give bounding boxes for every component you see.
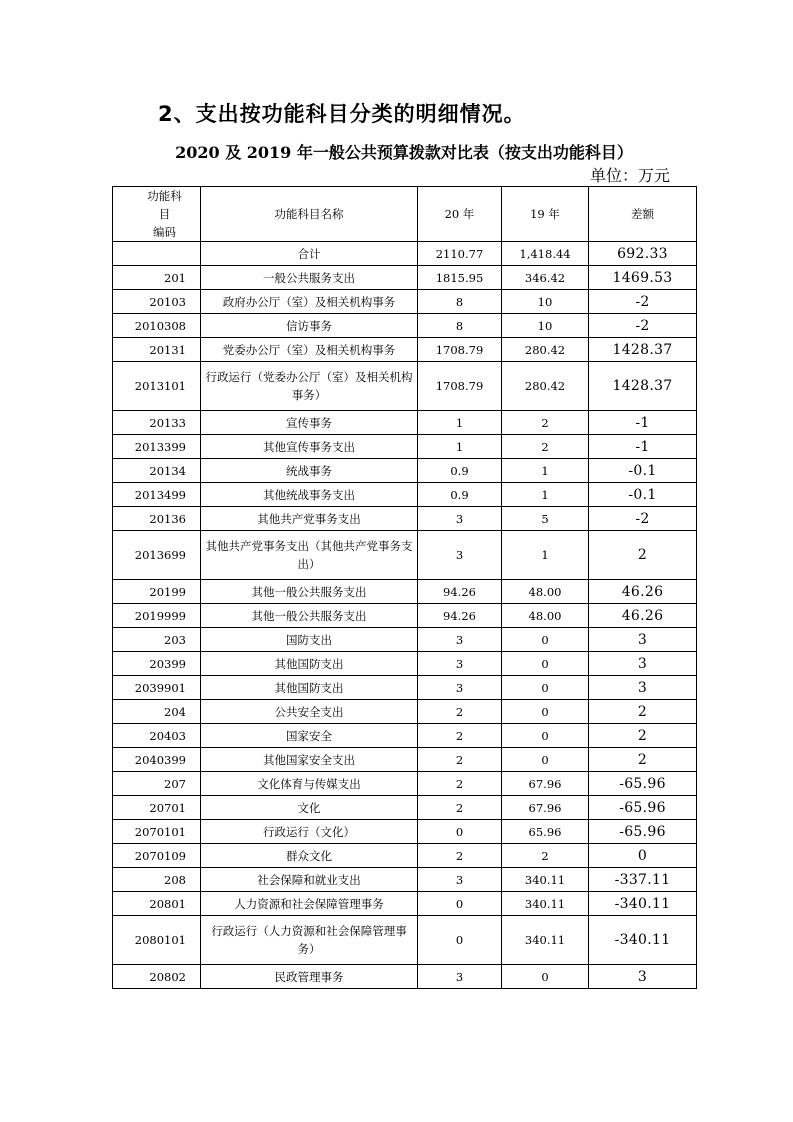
row-diff: -1: [589, 411, 697, 435]
table-row: [113, 772, 697, 796]
row-code: 201: [113, 266, 201, 290]
row-y20: 3: [418, 507, 502, 531]
row-code: 2040399: [113, 748, 201, 772]
row-name: 信访事务: [201, 314, 418, 338]
table-row: [113, 314, 697, 338]
row-code: 204: [113, 700, 201, 724]
row-y20: 1708.79: [418, 362, 502, 411]
table-row: [113, 892, 697, 916]
row-diff: -0.1: [589, 459, 697, 483]
row-name: 文化: [201, 796, 418, 820]
table-row: [113, 362, 697, 411]
row-diff: 2: [589, 724, 697, 748]
row-name: 社会保障和就业支出: [201, 868, 418, 892]
row-y19: 0: [502, 676, 589, 700]
row-diff: -340.11: [589, 916, 697, 965]
row-y20: 3: [418, 628, 502, 652]
row-code: 20103: [113, 290, 201, 314]
row-code: 20701: [113, 796, 201, 820]
row-name: 行政运行（人力资源和社会保障管理事务）: [201, 916, 418, 965]
table-row: [113, 965, 697, 989]
row-y20: 0.9: [418, 459, 502, 483]
row-y19: 1,418.44: [502, 242, 589, 266]
row-y20: 2: [418, 844, 502, 868]
row-y19: 0: [502, 748, 589, 772]
row-diff: -337.11: [589, 868, 697, 892]
row-code: 2070109: [113, 844, 201, 868]
row-name: 行政运行（文化）: [201, 820, 418, 844]
row-code: 20801: [113, 892, 201, 916]
row-diff: 2: [589, 748, 697, 772]
row-y19: 67.96: [502, 796, 589, 820]
row-code: 20199: [113, 580, 201, 604]
row-y19: 10: [502, 314, 589, 338]
row-diff: -2: [589, 507, 697, 531]
row-diff: 46.26: [589, 604, 697, 628]
row-code: 2070101: [113, 820, 201, 844]
table-row: [113, 580, 697, 604]
table-row: [113, 652, 697, 676]
row-y19: 0: [502, 700, 589, 724]
row-name: 其他一般公共服务支出: [201, 580, 418, 604]
row-y20: 94.26: [418, 604, 502, 628]
row-code: 208: [113, 868, 201, 892]
row-diff: 2: [589, 700, 697, 724]
row-y19: 65.96: [502, 820, 589, 844]
row-y20: 8: [418, 290, 502, 314]
row-y19: 67.96: [502, 772, 589, 796]
row-name: 公共安全支出: [201, 700, 418, 724]
row-y20: 1: [418, 411, 502, 435]
row-y19: 2: [502, 435, 589, 459]
row-y20: 2110.77: [418, 242, 502, 266]
row-code: 2013101: [113, 362, 201, 411]
row-code: 2080101: [113, 916, 201, 965]
row-name: 其他共产党事务支出（其他共产党事务支出）: [201, 531, 418, 580]
row-name: 其他统战事务支出: [201, 483, 418, 507]
row-diff: -65.96: [589, 820, 697, 844]
row-code: 2019999: [113, 604, 201, 628]
row-y19: 48.00: [502, 580, 589, 604]
row-code: 2013499: [113, 483, 201, 507]
row-diff: 692.33: [589, 242, 697, 266]
row-name: 其他共产党事务支出: [201, 507, 418, 531]
header-y20: 20 年: [418, 187, 502, 242]
row-code: 20133: [113, 411, 201, 435]
row-diff: -65.96: [589, 772, 697, 796]
table-row: [113, 916, 697, 965]
row-code: 2010308: [113, 314, 201, 338]
row-y19: 1: [502, 531, 589, 580]
row-y19: 1: [502, 459, 589, 483]
row-y19: 340.11: [502, 868, 589, 892]
row-diff: -1: [589, 435, 697, 459]
row-y20: 3: [418, 676, 502, 700]
table-row: [113, 844, 697, 868]
row-diff: 2: [589, 531, 697, 580]
header-y19: 19 年: [502, 187, 589, 242]
row-name: 合计: [201, 242, 418, 266]
row-y20: 1815.95: [418, 266, 502, 290]
row-diff: 0: [589, 844, 697, 868]
table-row: [113, 700, 697, 724]
row-name: 国防支出: [201, 628, 418, 652]
row-diff: -2: [589, 314, 697, 338]
header-code-line2: 编码: [153, 225, 176, 239]
row-diff: 46.26: [589, 580, 697, 604]
unit-label: 单位：万元: [590, 166, 671, 185]
table-row: [113, 531, 697, 580]
row-name: 一般公共服务支出: [201, 266, 418, 290]
row-name: 其他宣传事务支出: [201, 435, 418, 459]
row-code: 20134: [113, 459, 201, 483]
row-diff: -65.96: [589, 796, 697, 820]
table-row: [113, 676, 697, 700]
header-code: [113, 187, 201, 242]
row-y19: 346.42: [502, 266, 589, 290]
row-y19: 2: [502, 844, 589, 868]
row-diff: 1469.53: [589, 266, 697, 290]
row-y20: 2: [418, 796, 502, 820]
row-y20: 3: [418, 965, 502, 989]
row-y19: 1: [502, 483, 589, 507]
table-row: [113, 266, 697, 290]
table-row: [113, 483, 697, 507]
table-row: [113, 820, 697, 844]
row-code: [113, 242, 201, 266]
row-name: 人力资源和社会保障管理事务: [201, 892, 418, 916]
row-y20: 0: [418, 820, 502, 844]
row-y19: 0: [502, 652, 589, 676]
table-row: [113, 338, 697, 362]
section-heading: 2、支出按功能科目分类的明细情况。: [158, 102, 526, 126]
row-y19: 280.42: [502, 338, 589, 362]
table-row: [113, 868, 697, 892]
table-row: [113, 796, 697, 820]
row-code: 2013399: [113, 435, 201, 459]
row-name: 政府办公厅（室）及相关机构事务: [201, 290, 418, 314]
table-row: [113, 435, 697, 459]
table-row: [113, 748, 697, 772]
row-name: 群众文化: [201, 844, 418, 868]
row-y20: 2: [418, 772, 502, 796]
row-y19: 0: [502, 628, 589, 652]
row-y20: 2: [418, 724, 502, 748]
row-code: 2013699: [113, 531, 201, 580]
row-name: 其他一般公共服务支出: [201, 604, 418, 628]
row-code: 20802: [113, 965, 201, 989]
row-diff: 3: [589, 965, 697, 989]
row-name: 其他国防支出: [201, 676, 418, 700]
row-y20: 94.26: [418, 580, 502, 604]
table-row: [113, 411, 697, 435]
header-name: 功能科目名称: [201, 187, 418, 242]
row-y19: 5: [502, 507, 589, 531]
table-title: 2020 及 2019 年一般公共预算拨款对比表（按支出功能科目）: [175, 143, 633, 162]
table-row: [113, 604, 697, 628]
row-y20: 8: [418, 314, 502, 338]
row-code: 20403: [113, 724, 201, 748]
table-row: [113, 507, 697, 531]
row-y20: 1708.79: [418, 338, 502, 362]
header-diff: 差额: [589, 187, 697, 242]
row-y20: 3: [418, 531, 502, 580]
row-y20: 2: [418, 700, 502, 724]
row-diff: 3: [589, 652, 697, 676]
row-y20: 3: [418, 868, 502, 892]
row-y20: 2: [418, 748, 502, 772]
row-code: 203: [113, 628, 201, 652]
budget-comparison-table: [112, 186, 697, 989]
row-name: 文化体育与传媒支出: [201, 772, 418, 796]
table-row: [113, 459, 697, 483]
row-y19: 2: [502, 411, 589, 435]
row-y19: 280.42: [502, 362, 589, 411]
row-y19: 0: [502, 724, 589, 748]
table-row: [113, 242, 697, 266]
row-code: 20131: [113, 338, 201, 362]
row-name: 其他国防支出: [201, 652, 418, 676]
row-y19: 48.00: [502, 604, 589, 628]
table-row: [113, 290, 697, 314]
row-y19: 10: [502, 290, 589, 314]
row-y19: 340.11: [502, 916, 589, 965]
row-y20: 1: [418, 435, 502, 459]
row-diff: 1428.37: [589, 338, 697, 362]
row-diff: -2: [589, 290, 697, 314]
row-name: 宣传事务: [201, 411, 418, 435]
header-code-line1: 功能科目: [147, 189, 182, 221]
table-row: [113, 628, 697, 652]
table-header-row: [113, 187, 697, 242]
row-y19: 0: [502, 965, 589, 989]
row-code: 207: [113, 772, 201, 796]
row-name: 民政管理事务: [201, 965, 418, 989]
row-y20: 3: [418, 652, 502, 676]
row-name: 其他国家安全支出: [201, 748, 418, 772]
row-code: 20136: [113, 507, 201, 531]
row-code: 2039901: [113, 676, 201, 700]
row-y20: 0: [418, 892, 502, 916]
row-name: 党委办公厅（室）及相关机构事务: [201, 338, 418, 362]
row-diff: -340.11: [589, 892, 697, 916]
row-diff: 3: [589, 676, 697, 700]
row-name: 统战事务: [201, 459, 418, 483]
row-name: 行政运行（党委办公厅（室）及相关机构事务）: [201, 362, 418, 411]
row-code: 20399: [113, 652, 201, 676]
row-diff: 1428.37: [589, 362, 697, 411]
table-row: [113, 724, 697, 748]
row-name: 国家安全: [201, 724, 418, 748]
row-diff: 3: [589, 628, 697, 652]
row-diff: -0.1: [589, 483, 697, 507]
row-y20: 0.9: [418, 483, 502, 507]
row-y20: 0: [418, 916, 502, 965]
row-y19: 340.11: [502, 892, 589, 916]
